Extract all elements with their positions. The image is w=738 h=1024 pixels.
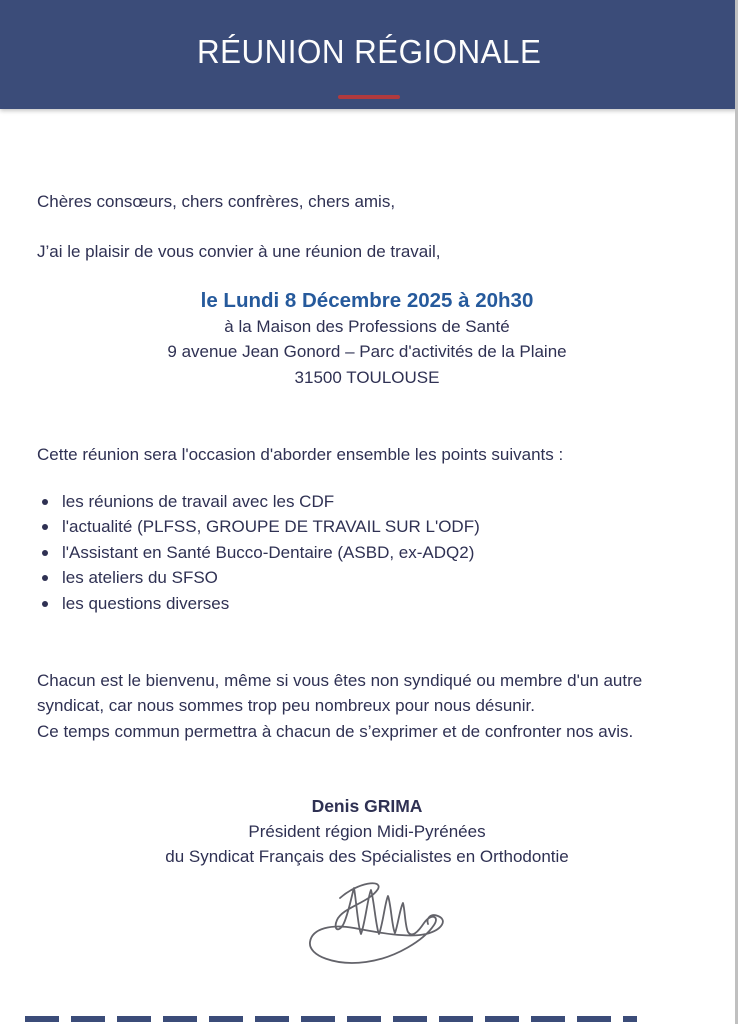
closing-line: syndicat, car nous sommes trop peu nombreux pour nous désunir. <box>37 696 535 716</box>
agenda-item: les questions diverses <box>37 591 700 616</box>
agenda-item: l'Assistant en Santé Bucco-Dentaire (ASBD, ex-ADQ2) <box>37 540 700 565</box>
title-accent-line <box>338 95 400 99</box>
handwritten-signature-image <box>288 876 466 972</box>
flyer-header <box>0 0 738 109</box>
intro-line: J’ai le plaisir de vous convier à une réunion de travail, <box>37 242 441 261</box>
signature-block <box>0 793 734 869</box>
signer-role-region: Président région Midi-Pyrénées <box>248 822 486 841</box>
agenda-item: les ateliers du SFSO <box>37 565 700 590</box>
agenda-list <box>37 489 700 616</box>
greeting-line: Chères consœurs, chers confrères, chers amis, <box>37 192 396 211</box>
event-date: le Lundi 8 Décembre 2025 à 20h30 <box>200 289 534 312</box>
event-details <box>0 287 734 390</box>
agenda-lead-line: Cette réunion sera l'occasion d'aborder ensemble les points suivants : <box>37 445 564 464</box>
agenda-item: l'actualité (PLFSS, GROUPE DE TRAVAIL SUR L'ODF) <box>37 514 700 539</box>
event-street: 9 avenue Jean Gonord – Parc d'activités de la Plaine <box>167 342 567 362</box>
signer-role-org: du Syndicat Français des Spécialistes en Orthodontie <box>165 847 569 866</box>
closing-line: Ce temps commun permettra à chacun de s’exprimer et de confronter nos avis. <box>37 721 634 741</box>
closing-paragraph <box>37 668 700 744</box>
signer-name: Denis GRIMA <box>311 796 423 816</box>
agenda-item: les réunions de travail avec les CDF <box>37 489 700 514</box>
page-title: RÉUNION RÉGIONALE <box>196 33 542 70</box>
page-break-dashes <box>25 1016 637 1022</box>
event-city: 31500 TOULOUSE <box>294 367 440 387</box>
event-venue: à la Maison des Professions de Santé <box>224 317 510 336</box>
closing-line: Chacun est le bienvenu, même si vous êtes non syndiqué ou membre d'un autre <box>37 671 643 690</box>
